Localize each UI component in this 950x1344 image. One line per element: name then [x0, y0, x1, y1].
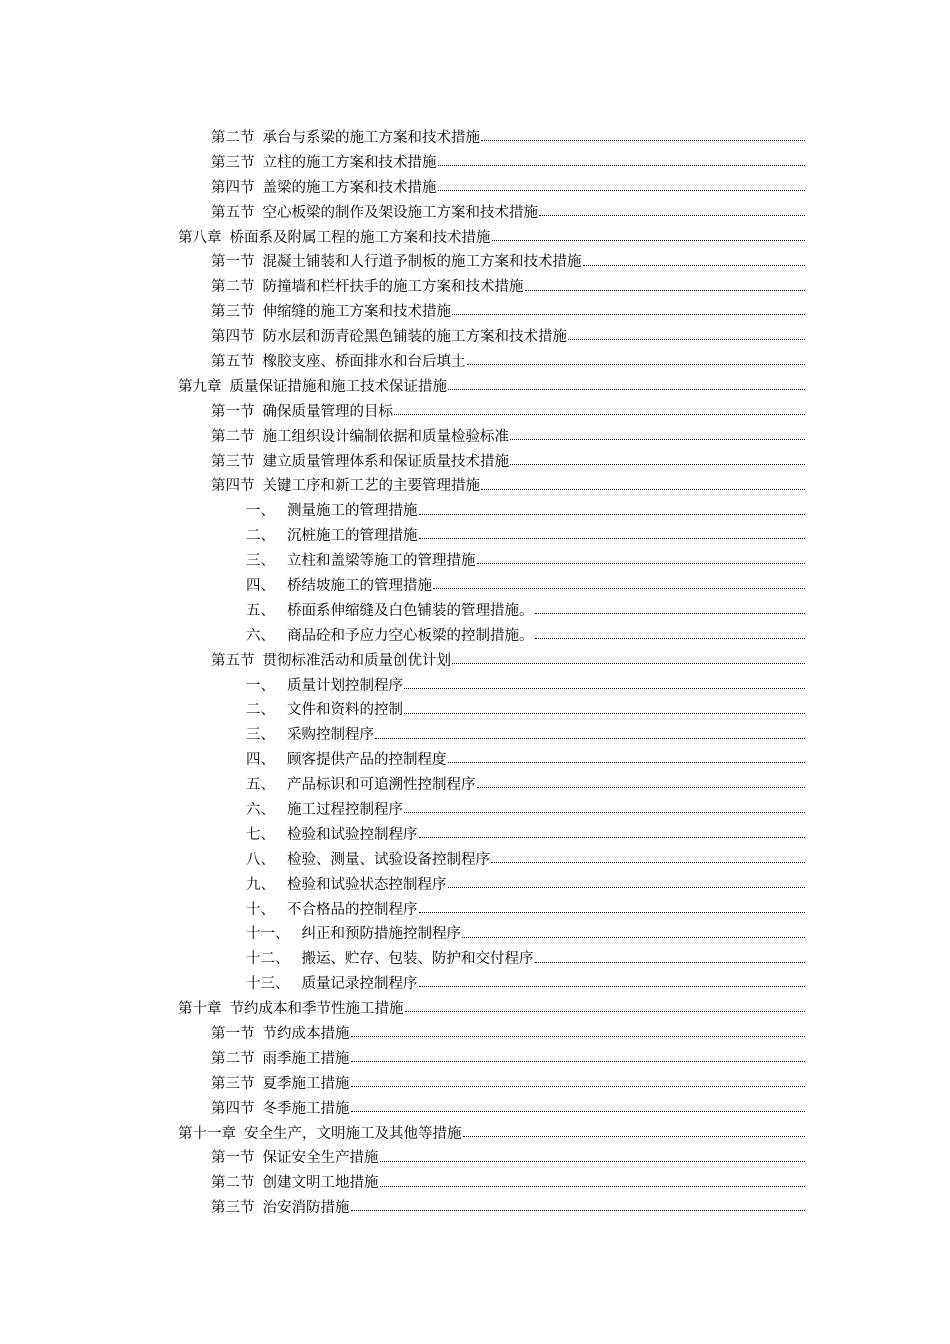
- dot-leader: [419, 897, 806, 913]
- toc-entry-title: 承台与系梁的施工方案和技术措施: [262, 129, 480, 146]
- toc-entry-number: 六、: [246, 801, 275, 818]
- toc-entry-number: 第三节: [211, 1200, 255, 1217]
- toc-chapter-entry[interactable]: [0, 1120, 950, 1145]
- toc-entry-number: 第十一章: [178, 1125, 236, 1142]
- toc-entry-number: 九、: [246, 876, 275, 893]
- dot-leader: [419, 972, 806, 988]
- dot-leader: [438, 175, 806, 191]
- toc-entry-title: 空心板梁的制作及架设施工方案和技术措施: [262, 204, 538, 221]
- toc-entry-number: 第五节: [211, 652, 255, 669]
- dot-leader: [535, 624, 806, 640]
- toc-section-entry[interactable]: [0, 1145, 950, 1170]
- toc-item-entry[interactable]: [0, 945, 950, 970]
- toc-item-entry[interactable]: [0, 721, 950, 746]
- toc-section-entry[interactable]: [0, 298, 950, 323]
- toc-entry-number: 三、: [246, 553, 275, 570]
- toc-entry-title: 测量施工的管理措施: [287, 503, 418, 520]
- toc-section-entry[interactable]: [0, 1045, 950, 1070]
- toc-entry-number: 第八章: [178, 229, 222, 246]
- toc-item-entry[interactable]: [0, 696, 950, 721]
- toc-item-entry[interactable]: [0, 622, 950, 647]
- toc-entry-title: 伸缩缝的施工方案和技术措施: [262, 304, 451, 321]
- toc-entry-title: 节约成本措施: [262, 1026, 350, 1042]
- dot-leader: [452, 648, 805, 664]
- dot-leader: [351, 1196, 806, 1212]
- dot-leader: [438, 151, 806, 167]
- toc-entry-title: 防水层和沥青砼黑色铺装的施工方案和技术措施: [262, 329, 567, 346]
- toc-entry-title: 检验和试验状态控制程序: [287, 876, 447, 893]
- toc-entry-number: 四、: [246, 752, 275, 769]
- toc-entry-title: 检验和试验控制程序: [287, 826, 418, 843]
- toc-entry-title: 质量保证措施和施工技术保证措施: [229, 378, 447, 395]
- dot-leader: [380, 1171, 806, 1187]
- dot-leader: [351, 1022, 806, 1038]
- toc-entry-title: 防撞墙和栏杆扶手的施工方案和技术措施: [262, 279, 524, 296]
- toc-section-entry[interactable]: [0, 647, 950, 672]
- dot-leader: [405, 997, 806, 1013]
- dot-leader: [351, 1072, 806, 1088]
- dot-leader: [481, 126, 805, 142]
- dot-leader: [492, 225, 806, 241]
- toc-section-entry[interactable]: [0, 348, 950, 373]
- toc-entry-number: 第五节: [211, 353, 255, 370]
- toc-entry-title: 不合格品的控制程序: [287, 901, 418, 918]
- toc-entry-number: 十三、: [246, 976, 290, 993]
- toc-section-entry[interactable]: [0, 1020, 950, 1045]
- dot-leader: [351, 1047, 806, 1063]
- toc-item-entry[interactable]: [0, 821, 950, 846]
- toc-entry-title: 立柱的施工方案和技术措施: [262, 154, 437, 171]
- toc-item-entry[interactable]: [0, 970, 950, 995]
- toc-entry-number: 第二节: [211, 129, 255, 146]
- toc-entry-title: 搬运、贮存、包装、防护和交付程序: [301, 951, 534, 968]
- toc-entry-title: 创建文明工地措施: [262, 1175, 379, 1192]
- toc-entry-number: 六、: [246, 627, 275, 644]
- toc-entry-title: 商品砼和予应力空心板梁的控制措施。: [287, 627, 534, 644]
- toc-entry-number: 第三节: [211, 154, 255, 171]
- toc-section-entry[interactable]: [0, 248, 950, 273]
- toc-item-entry[interactable]: [0, 672, 950, 697]
- toc-section-entry[interactable]: [0, 423, 950, 448]
- toc-entry-title: 盖梁的施工方案和技术措施: [262, 179, 437, 196]
- toc-item-entry[interactable]: [0, 497, 950, 522]
- toc-entry-title: 文件和资料的控制: [287, 702, 403, 719]
- toc-section-entry[interactable]: [0, 448, 950, 473]
- toc-entry-number: 第四节: [211, 179, 255, 196]
- dot-leader: [535, 599, 806, 615]
- dot-leader: [467, 350, 806, 366]
- toc-entry-title: 桥结坡施工的管理措施: [287, 577, 432, 594]
- toc-section-entry[interactable]: [0, 199, 950, 224]
- toc-section-entry[interactable]: [0, 124, 950, 149]
- toc-item-entry[interactable]: [0, 522, 950, 547]
- toc-entry-number: 第三节: [211, 1075, 255, 1092]
- toc-entry-number: 五、: [246, 602, 275, 619]
- dot-leader: [452, 300, 805, 316]
- toc-entry-number: 十、: [246, 901, 275, 918]
- dot-leader: [510, 424, 805, 440]
- toc-entry-title: 建立质量管理体系和保证质量技术措施: [262, 453, 509, 470]
- dot-leader: [404, 673, 805, 689]
- toc-entry-number: 第三节: [211, 304, 255, 321]
- toc-entry-title: 确保质量管理的目标: [262, 403, 393, 420]
- toc-chapter-entry[interactable]: [0, 995, 950, 1020]
- toc-chapter-entry[interactable]: [0, 224, 950, 249]
- toc-entry-number: 第九章: [178, 378, 222, 395]
- toc-entry-title: 关键工序和新工艺的主要管理措施: [262, 478, 480, 495]
- toc-entry-number: 第五节: [211, 204, 255, 221]
- toc-entry-title: 橡胶支座、桥面排水和台后填土: [262, 353, 466, 370]
- toc-entry-number: 三、: [246, 727, 275, 744]
- toc-item-entry[interactable]: [0, 846, 950, 871]
- dot-leader: [380, 1146, 806, 1162]
- toc-entry-number: 第三节: [211, 453, 255, 470]
- toc-entry-title: 混凝土铺装和人行道予制板的施工方案和技术措施: [262, 254, 582, 271]
- dot-leader: [419, 499, 806, 515]
- toc-section-entry[interactable]: [0, 323, 950, 348]
- toc-item-entry[interactable]: [0, 871, 950, 896]
- toc-item-entry[interactable]: [0, 771, 950, 796]
- toc-section-entry[interactable]: [0, 1095, 950, 1120]
- toc-entry-number: 第四节: [211, 478, 255, 495]
- toc-item-entry[interactable]: [0, 746, 950, 771]
- table-of-contents: [0, 124, 950, 1219]
- toc-entry-number: 十二、: [246, 951, 290, 968]
- toc-entry-title: 夏季施工措施: [262, 1075, 350, 1092]
- dot-leader: [351, 1096, 806, 1112]
- toc-entry-number: 第一节: [211, 254, 255, 271]
- dot-leader: [448, 872, 806, 888]
- dot-leader: [481, 474, 805, 490]
- toc-entry-title: 施工过程控制程序: [287, 801, 403, 818]
- toc-section-entry[interactable]: [0, 273, 950, 298]
- toc-entry-title: 纠正和预防措施控制程序: [301, 926, 461, 943]
- dot-leader: [404, 798, 805, 814]
- dot-leader: [510, 449, 805, 465]
- toc-section-entry[interactable]: [0, 398, 950, 423]
- toc-entry-title: 保证安全生产措施: [262, 1150, 379, 1167]
- toc-entry-number: 第一节: [211, 403, 255, 420]
- toc-entry-number: 四、: [246, 577, 275, 594]
- toc-chapter-entry[interactable]: [0, 373, 950, 398]
- toc-entry-number: 八、: [246, 851, 275, 868]
- dot-leader: [375, 723, 805, 739]
- toc-entry-title: 施工组织设计编制依据和质量检验标准: [262, 428, 509, 445]
- toc-entry-number: 第一节: [211, 1026, 255, 1042]
- toc-entry-title: 产品标识和可追溯性控制程序: [287, 777, 476, 794]
- toc-section-entry[interactable]: [0, 149, 950, 174]
- toc-entry-number: 第四节: [211, 1100, 255, 1117]
- dot-leader: [419, 524, 806, 540]
- toc-entry-title: 质量记录控制程序: [301, 976, 418, 993]
- dot-leader: [433, 574, 805, 590]
- toc-entry-number: 七、: [246, 826, 275, 843]
- dot-leader: [463, 1121, 806, 1137]
- toc-item-entry[interactable]: [0, 921, 950, 946]
- toc-entry-number: 第二节: [211, 1175, 255, 1192]
- toc-entry-title: 桥面系伸缩缝及白色铺装的管理措施。: [287, 602, 534, 619]
- toc-entry-number: 第二节: [211, 279, 255, 296]
- dot-leader: [394, 399, 805, 415]
- dot-leader: [491, 848, 805, 864]
- toc-section-entry[interactable]: [0, 1070, 950, 1095]
- dot-leader: [477, 773, 806, 789]
- toc-entry-number: 第四节: [211, 329, 255, 346]
- toc-section-entry[interactable]: [0, 1194, 950, 1219]
- toc-section-entry[interactable]: [0, 1169, 950, 1194]
- toc-entry-number: 二、: [246, 702, 275, 719]
- toc-item-entry[interactable]: [0, 597, 950, 622]
- toc-entry-number: 一、: [246, 677, 275, 694]
- toc-entry-title: 沉桩施工的管理措施: [287, 528, 418, 545]
- toc-entry-title: 治安消防措施: [262, 1200, 350, 1217]
- toc-entry-title: 冬季施工措施: [262, 1100, 350, 1117]
- toc-entry-title: 质量计划控制程序: [287, 677, 403, 694]
- toc-entry-title: 立柱和盖梁等施工的管理措施: [287, 553, 476, 570]
- toc-entry-title: 节约成本和季节性施工措施: [229, 1001, 404, 1018]
- toc-entry-number: 一、: [246, 503, 275, 520]
- toc-item-entry[interactable]: [0, 547, 950, 572]
- dot-leader: [539, 200, 805, 216]
- dot-leader: [535, 947, 806, 963]
- dot-leader: [448, 748, 806, 764]
- dot-leader: [525, 275, 806, 291]
- toc-entry-number: 第十章: [178, 1001, 222, 1018]
- toc-section-entry[interactable]: [0, 174, 950, 199]
- toc-entry-title: 检验、测量、试验设备控制程序: [287, 851, 490, 868]
- dot-leader: [419, 823, 806, 839]
- toc-item-entry[interactable]: [0, 796, 950, 821]
- toc-entry-number: 第一节: [211, 1150, 255, 1167]
- toc-entry-number: 十一、: [246, 926, 290, 943]
- toc-entry-number: 五、: [246, 777, 275, 794]
- dot-leader: [477, 549, 806, 565]
- dot-leader: [448, 375, 805, 391]
- dot-leader: [462, 922, 805, 938]
- toc-entry-number: 第二节: [211, 428, 255, 445]
- toc-entry-number: 第二节: [211, 1050, 255, 1067]
- toc-entry-number: 二、: [246, 528, 275, 545]
- toc-entry-title: 桥面系及附属工程的施工方案和技术措施: [229, 229, 491, 246]
- toc-item-entry[interactable]: [0, 896, 950, 921]
- toc-entry-title: 顾客提供产品的控制程度: [287, 752, 447, 769]
- toc-entry-title: 贯彻标准活动和质量创优计划: [262, 652, 451, 669]
- dot-leader: [583, 250, 806, 266]
- toc-entry-title: 雨季施工措施: [262, 1050, 350, 1067]
- toc-entry-title: 采购控制程序: [287, 727, 374, 744]
- toc-entry-title: 安全生产，文明施工及其他等措施: [244, 1125, 462, 1142]
- dot-leader: [404, 698, 805, 714]
- dot-leader: [568, 325, 805, 341]
- toc-item-entry[interactable]: [0, 572, 950, 597]
- toc-section-entry[interactable]: [0, 472, 950, 497]
